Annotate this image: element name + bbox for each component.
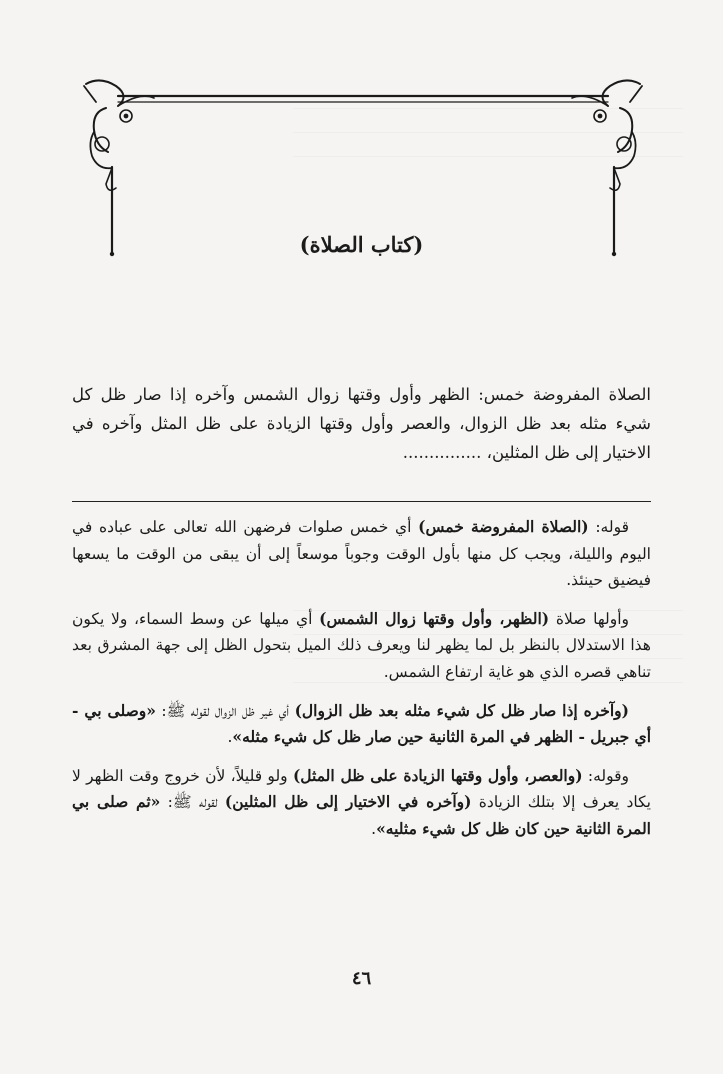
commentary-text: وقوله: <box>582 766 630 785</box>
commentary-text: أي ميلها عن وسط السماء، ولا يكون هذا الاستدلال بالنظر بل لما يظهر لنا ويعرف ذلك الميل بتحول الظل إلى جهة المشرق بعد تناهي قصره الذي هو غاية ارتفاع الشمس. <box>72 609 651 681</box>
quoted-term: (الصلاة المفروضة خمس) <box>418 517 589 536</box>
quoted-term: (وآخره إذا صار ظل كل شيء مثله بعد ظل الزوال) <box>294 700 629 720</box>
quoted-term: (وآخره في الاختيار إلى ظل المثلين) <box>224 792 472 812</box>
commentary-text: . <box>227 728 233 747</box>
commentary-paragraph <box>72 514 651 594</box>
main-text-line: على ظل المثل وآخره في الاختيار إلى ظل المثلين، <box>72 414 651 462</box>
commentary-paragraph <box>72 698 651 751</box>
commentary <box>72 514 651 855</box>
main-text-line: الصلاة المفروضة خمس: الظهر وأول وقتها زوال الشمس وآخره <box>194 385 651 404</box>
commentary-text: قوله: <box>588 518 630 536</box>
main-text <box>72 380 651 467</box>
quoted-term: (الظهر، وأول وقتها زوال الشمس) <box>319 608 550 628</box>
continuation-dots: ............... <box>402 443 482 462</box>
commentary-text: وأولها صلاة <box>549 609 629 628</box>
commentary-paragraph <box>72 606 651 686</box>
commentary-paragraph <box>72 763 651 843</box>
commentary-text: أي غير ظل الزوال لقوله ﷺ: <box>155 701 295 720</box>
chapter-title: (كتاب الصلاة) <box>299 232 424 257</box>
commentary-text: أي خمس صلوات فرضهن الله تعالى على عباده في اليوم والليلة، ويجب كل منها بأول الوقت وجوباً موسعاً إلى أن يبقى من الوقت ما يسعها فيضيق حينئذ. <box>72 518 651 590</box>
quoted-term: (والعصر، وأول وقتها الزيادة على ظل المثل) <box>292 765 583 785</box>
commentary-text: ولو قليلاً، لأن خروج وقت الظهر لا يكاد يعرف إلا بتلك الزيادة <box>72 766 651 812</box>
commentary-text: . <box>371 819 377 838</box>
hadith-quote: «وصلى بي - أي جبريل - الظهر في المرة الثانية حين صار ظل كل شيء مثله» <box>72 700 651 747</box>
main-text-line: إذا صار ظل كل شيء مثله بعد ظل الزوال، والعصر وأول وقتها الزيادة <box>72 385 651 433</box>
text-divider <box>72 501 651 502</box>
commentary-text: لقوله ﷺ: <box>160 793 225 812</box>
hadith-quote: «ثم صلى بي المرة الثانية حين كان ظل كل شيء مثليه» <box>72 792 651 838</box>
page-number: ٤٦ <box>351 968 372 989</box>
